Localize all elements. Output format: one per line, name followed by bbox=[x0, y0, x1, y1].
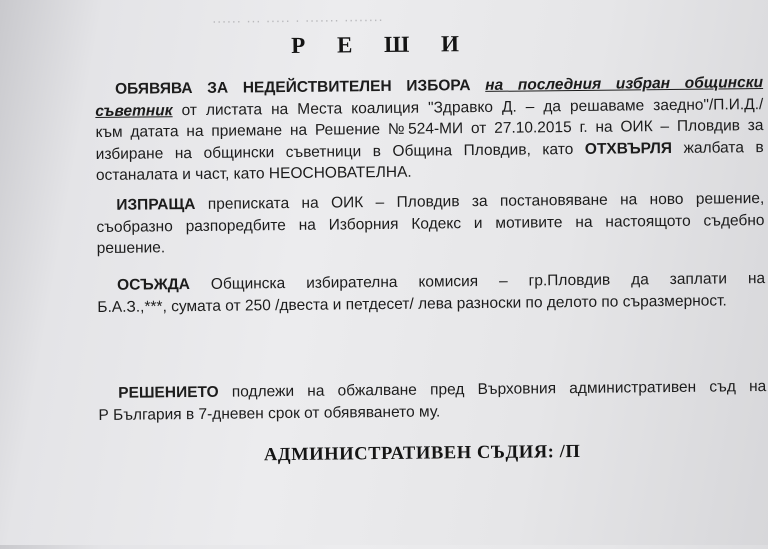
emphasis-councillor: съветник bbox=[95, 101, 173, 120]
paragraph-appeal-line-2: Р България в 7-дневен срок от обявяването му. bbox=[98, 402, 441, 424]
paragraph-appeal-line-1-text: подлежи на обжалване пред Върховния административен съд на bbox=[218, 378, 767, 401]
keyword-send: ИЗПРАЩА bbox=[116, 195, 196, 214]
paragraph-send-line-1-text: преписката на ОИК – Пловдив за постановяване на ново решение, bbox=[195, 190, 765, 213]
paragraph-annul-line-4-post: жалбата в bbox=[671, 138, 764, 157]
document-heading: Р Е Ш И bbox=[291, 31, 473, 58]
paragraph-send-line-3: решение. bbox=[96, 239, 166, 258]
paragraph-send bbox=[96, 188, 765, 259]
paragraph-order-costs-line-2: Б.А.З.,***, сумата от 250 /двеста и петдесет/ лева разноски по делото по съразмерност. bbox=[97, 291, 727, 316]
paragraph-order-costs-line-1-text: Общинска избирателна комисия – гр.Пловдив да заплати на bbox=[189, 270, 766, 294]
judge-signature-line: АДМИНИСТРАТИВЕН СЪДИЯ: /П bbox=[263, 441, 581, 466]
paragraph-appeal bbox=[98, 376, 766, 426]
paragraph-order-costs bbox=[97, 268, 765, 318]
paragraph-annul-line-3: към датата на приемане на Решение №524-МИ от 27.10.2015 г. на ОИК – Пловдив за bbox=[95, 117, 764, 142]
emphasis-last-councillor: на последния избран общински bbox=[485, 74, 764, 94]
paragraph-send-line-2: съобразно разпоредбите на Изборния Кодекс и мотивите на настоящото съдебно bbox=[96, 211, 765, 236]
keyword-decision: РЕШЕНИЕТО bbox=[118, 383, 219, 402]
paragraph-annul bbox=[95, 72, 764, 186]
paragraph-annul-line-2-text: от листата на Места коалиция "Здравко Д. – да решаваме заедно"/П.И.Д./ bbox=[172, 95, 764, 119]
keyword-reject: ОТХВЪРЛЯ bbox=[584, 139, 673, 158]
paragraph-annul-line-5: останалата и част, като НЕОСНОВАТЕЛНА. bbox=[95, 163, 412, 185]
bleed-through-text: ...... ... ..... . ....... ........ bbox=[212, 7, 384, 26]
keyword-annul: ОБЯВЯВА ЗА НЕДЕЙСТВИТЕЛЕН ИЗБОРА bbox=[114, 77, 471, 98]
keyword-order: ОСЪЖДА bbox=[117, 276, 190, 294]
paragraph-annul-line-4-pre: избиране на общински съветници в Община Пловдив, като bbox=[95, 140, 585, 163]
